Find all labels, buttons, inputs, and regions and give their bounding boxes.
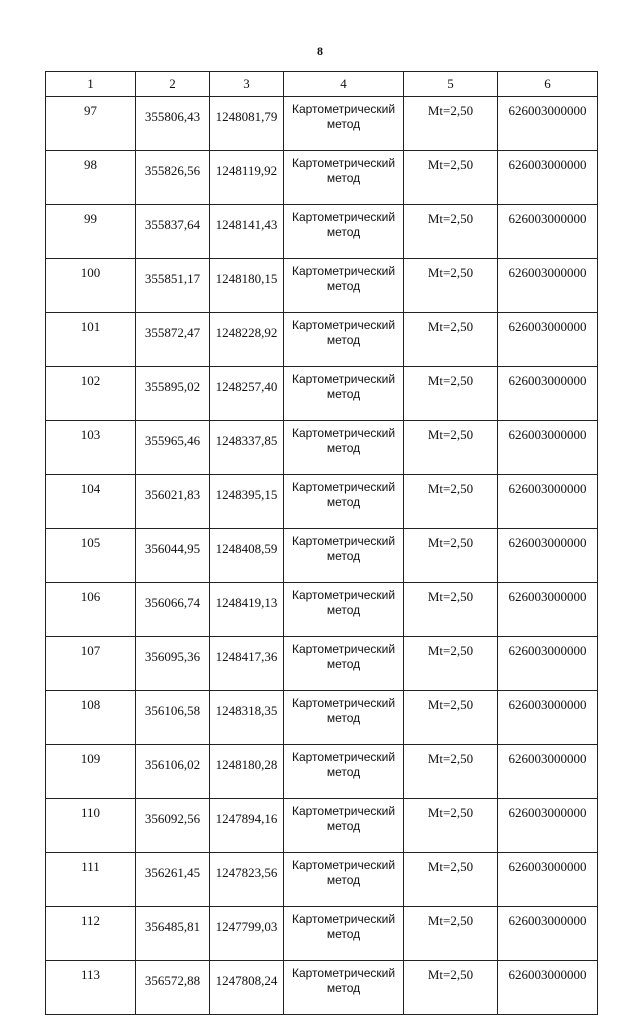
y-coordinate-cell: 1247823,56: [210, 853, 284, 907]
method-cell: [284, 367, 404, 421]
x-coordinate-cell: 355851,17: [136, 259, 210, 313]
table-row: [46, 313, 598, 367]
table-row: [46, 475, 598, 529]
method-cell: [284, 259, 404, 313]
method-cell: [284, 529, 404, 583]
table-row: [46, 799, 598, 853]
table-row: [46, 907, 598, 961]
x-coordinate-cell: 355837,64: [136, 205, 210, 259]
table-row: [46, 259, 598, 313]
x-coordinate-cell: 356044,95: [136, 529, 210, 583]
accuracy-cell: Mt=2,50: [404, 529, 498, 583]
code-cell: 626003000000: [498, 691, 598, 745]
table-row: [46, 97, 598, 151]
accuracy-cell: Mt=2,50: [404, 745, 498, 799]
point-number-cell: 97: [46, 97, 136, 151]
method-line-2: метод: [326, 711, 361, 725]
point-number-cell: 102: [46, 367, 136, 421]
x-coordinate-cell: 356106,02: [136, 745, 210, 799]
x-coordinate-cell: 356572,88: [136, 961, 210, 1015]
table-row: [46, 205, 598, 259]
method-line-1: Картометрический: [291, 156, 396, 170]
page-number: 8: [317, 44, 323, 58]
method-line-1: Картометрический: [291, 642, 396, 656]
x-coordinate-cell: 356095,36: [136, 637, 210, 691]
point-number-cell: 108: [46, 691, 136, 745]
y-coordinate-cell: 1248180,28: [210, 745, 284, 799]
method-cell: [284, 475, 404, 529]
method-line-2: метод: [326, 441, 361, 455]
method-line-1: Картометрический: [291, 534, 396, 548]
point-number-cell: 103: [46, 421, 136, 475]
code-cell: 626003000000: [498, 205, 598, 259]
accuracy-cell: Mt=2,50: [404, 367, 498, 421]
method-cell: [284, 313, 404, 367]
method-line-1: Картометрический: [291, 102, 396, 116]
table-row: [46, 853, 598, 907]
accuracy-cell: Mt=2,50: [404, 907, 498, 961]
y-coordinate-cell: 1248180,15: [210, 259, 284, 313]
method-line-1: Картометрический: [291, 426, 396, 440]
accuracy-cell: Mt=2,50: [404, 421, 498, 475]
x-coordinate-cell: 355872,47: [136, 313, 210, 367]
method-cell: [284, 637, 404, 691]
method-cell: [284, 853, 404, 907]
x-coordinate-cell: 356021,83: [136, 475, 210, 529]
y-coordinate-cell: 1247799,03: [210, 907, 284, 961]
x-coordinate-cell: 355826,56: [136, 151, 210, 205]
method-line-2: метод: [326, 387, 361, 401]
method-line-1: Картометрический: [291, 750, 396, 764]
y-coordinate-cell: 1247808,24: [210, 961, 284, 1015]
method-line-2: метод: [326, 981, 361, 995]
method-cell: [284, 583, 404, 637]
method-line-2: метод: [326, 279, 361, 293]
accuracy-cell: Mt=2,50: [404, 691, 498, 745]
table-row: [46, 691, 598, 745]
method-line-2: метод: [326, 819, 361, 833]
x-coordinate-cell: 356092,56: [136, 799, 210, 853]
column-header: 5: [404, 72, 498, 97]
method-line-2: метод: [326, 927, 361, 941]
y-coordinate-cell: 1248119,92: [210, 151, 284, 205]
table-row: [46, 421, 598, 475]
accuracy-cell: Mt=2,50: [404, 853, 498, 907]
coordinates-table: [45, 71, 598, 1015]
accuracy-cell: Mt=2,50: [404, 583, 498, 637]
method-cell: [284, 799, 404, 853]
method-line-2: метод: [326, 765, 361, 779]
column-header: 4: [284, 72, 404, 97]
y-coordinate-cell: 1248257,40: [210, 367, 284, 421]
method-cell: [284, 691, 404, 745]
accuracy-cell: Mt=2,50: [404, 637, 498, 691]
method-line-2: метод: [326, 171, 361, 185]
method-line-2: метод: [326, 873, 361, 887]
accuracy-cell: Mt=2,50: [404, 97, 498, 151]
code-cell: 626003000000: [498, 907, 598, 961]
point-number-cell: 98: [46, 151, 136, 205]
y-coordinate-cell: 1248417,36: [210, 637, 284, 691]
table-row: [46, 151, 598, 205]
method-line-1: Картометрический: [291, 966, 396, 980]
y-coordinate-cell: 1248318,35: [210, 691, 284, 745]
code-cell: 626003000000: [498, 799, 598, 853]
table-row: [46, 367, 598, 421]
method-line-1: Картометрический: [291, 858, 396, 872]
y-coordinate-cell: 1248337,85: [210, 421, 284, 475]
method-line-1: Картометрический: [291, 696, 396, 710]
y-coordinate-cell: 1248419,13: [210, 583, 284, 637]
method-cell: [284, 907, 404, 961]
point-number-cell: 111: [46, 853, 136, 907]
point-number-cell: 107: [46, 637, 136, 691]
code-cell: 626003000000: [498, 529, 598, 583]
code-cell: 626003000000: [498, 583, 598, 637]
x-coordinate-cell: 355895,02: [136, 367, 210, 421]
x-coordinate-cell: 356066,74: [136, 583, 210, 637]
method-line-1: Картометрический: [291, 588, 396, 602]
method-cell: [284, 745, 404, 799]
method-cell: [284, 97, 404, 151]
method-line-2: метод: [326, 603, 361, 617]
accuracy-cell: Mt=2,50: [404, 799, 498, 853]
point-number-cell: 109: [46, 745, 136, 799]
table-row: [46, 583, 598, 637]
y-coordinate-cell: 1247894,16: [210, 799, 284, 853]
method-line-2: метод: [326, 225, 361, 239]
x-coordinate-cell: 355806,43: [136, 97, 210, 151]
table-row: [46, 637, 598, 691]
code-cell: 626003000000: [498, 745, 598, 799]
method-line-1: Картометрический: [291, 264, 396, 278]
x-coordinate-cell: 356106,58: [136, 691, 210, 745]
accuracy-cell: Mt=2,50: [404, 475, 498, 529]
x-coordinate-cell: 356485,81: [136, 907, 210, 961]
code-cell: 626003000000: [498, 853, 598, 907]
method-line-2: метод: [326, 549, 361, 563]
code-cell: 626003000000: [498, 475, 598, 529]
accuracy-cell: Mt=2,50: [404, 313, 498, 367]
method-line-2: метод: [326, 333, 361, 347]
point-number-cell: 105: [46, 529, 136, 583]
point-number-cell: 100: [46, 259, 136, 313]
code-cell: 626003000000: [498, 961, 598, 1015]
point-number-cell: 104: [46, 475, 136, 529]
table-row: [46, 961, 598, 1015]
column-header: 1: [46, 72, 136, 97]
point-number-cell: 113: [46, 961, 136, 1015]
method-line-1: Картометрический: [291, 912, 396, 926]
code-cell: 626003000000: [498, 313, 598, 367]
column-header: 6: [498, 72, 598, 97]
y-coordinate-cell: 1248395,15: [210, 475, 284, 529]
accuracy-cell: Mt=2,50: [404, 205, 498, 259]
method-cell: [284, 151, 404, 205]
method-line-2: метод: [326, 657, 361, 671]
code-cell: 626003000000: [498, 151, 598, 205]
method-line-2: метод: [326, 117, 361, 131]
x-coordinate-cell: 355965,46: [136, 421, 210, 475]
point-number-cell: 112: [46, 907, 136, 961]
point-number-cell: 106: [46, 583, 136, 637]
column-header: 2: [136, 72, 210, 97]
table-body: [46, 97, 598, 1015]
method-line-1: Картометрический: [291, 804, 396, 818]
method-line-1: Картометрический: [291, 480, 396, 494]
method-cell: [284, 421, 404, 475]
column-header: 3: [210, 72, 284, 97]
x-coordinate-cell: 356261,45: [136, 853, 210, 907]
accuracy-cell: Mt=2,50: [404, 151, 498, 205]
table-row: [46, 529, 598, 583]
point-number-cell: 101: [46, 313, 136, 367]
point-number-cell: 110: [46, 799, 136, 853]
accuracy-cell: Mt=2,50: [404, 259, 498, 313]
method-line-1: Картометрический: [291, 210, 396, 224]
method-line-1: Картометрический: [291, 318, 396, 332]
method-line-1: Картометрический: [291, 372, 396, 386]
code-cell: 626003000000: [498, 637, 598, 691]
table-row: [46, 745, 598, 799]
y-coordinate-cell: 1248408,59: [210, 529, 284, 583]
method-line-2: метод: [326, 495, 361, 509]
method-cell: [284, 961, 404, 1015]
y-coordinate-cell: 1248141,43: [210, 205, 284, 259]
code-cell: 626003000000: [498, 97, 598, 151]
header-row: [46, 72, 598, 97]
accuracy-cell: Mt=2,50: [404, 961, 498, 1015]
method-cell: [284, 205, 404, 259]
code-cell: 626003000000: [498, 259, 598, 313]
y-coordinate-cell: 1248081,79: [210, 97, 284, 151]
code-cell: 626003000000: [498, 367, 598, 421]
point-number-cell: 99: [46, 205, 136, 259]
y-coordinate-cell: 1248228,92: [210, 313, 284, 367]
code-cell: 626003000000: [498, 421, 598, 475]
